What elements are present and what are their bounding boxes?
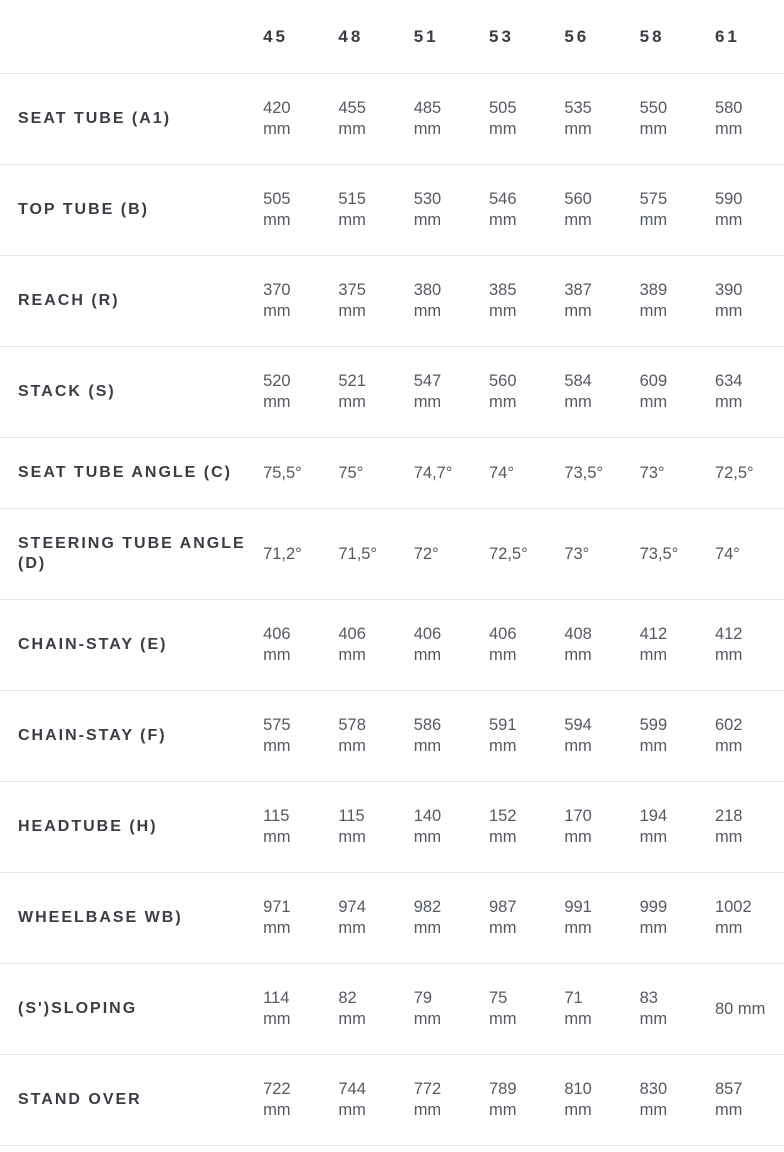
table-cell: 73° <box>564 544 590 563</box>
table-cell: 789 mm <box>489 1080 517 1119</box>
table-cell: 389 mm <box>639 281 668 320</box>
table-row <box>0 509 784 600</box>
table-cell: 505 mm <box>263 190 291 229</box>
table-cell: 515 mm <box>338 190 366 229</box>
table-cell: 114 mm <box>263 989 291 1028</box>
table-cell: 999 mm <box>639 898 668 937</box>
table-cell: 744 mm <box>338 1080 366 1119</box>
table-cell: 546 mm <box>489 190 517 229</box>
table-cell: 140 mm <box>413 807 442 846</box>
table-cell: 74,7° <box>413 463 453 482</box>
row-label: HEADTUBE (H) <box>18 818 158 835</box>
table-cell: 772 mm <box>413 1080 442 1119</box>
table-cell: 218 mm <box>714 807 743 846</box>
size-header-cell: 58 <box>640 0 715 74</box>
table-cell: 575 mm <box>263 716 291 755</box>
table-row <box>0 165 784 256</box>
header-row <box>0 0 784 74</box>
row-label: CHAIN-STAY (F) <box>18 727 167 744</box>
table-cell: 387 mm <box>564 281 592 320</box>
row-label: TOP TUBE (B) <box>18 201 149 218</box>
table-cell: 83 mm <box>639 989 668 1028</box>
size-header-cell: 45 <box>263 0 338 74</box>
table-cell: 406 mm <box>263 625 291 664</box>
table-cell: 602 mm <box>714 716 743 755</box>
table-cell: 79 mm <box>413 989 442 1028</box>
table-cell: 80 mm <box>714 999 766 1018</box>
table-cell: 722 mm <box>263 1080 291 1119</box>
table-cell: 547 mm <box>413 372 442 411</box>
table-cell: 406 mm <box>413 625 442 664</box>
table-cell: 550 mm <box>639 99 668 138</box>
table-cell: 971 mm <box>263 898 291 937</box>
table-cell: 505 mm <box>489 99 517 138</box>
table-cell: 115 mm <box>263 807 291 846</box>
table-cell: 194 mm <box>639 807 668 846</box>
row-label: SEAT TUBE (A1) <box>18 110 172 127</box>
table-cell: 584 mm <box>564 372 592 411</box>
row-label: STEERING TUBE ANGLE (D) <box>18 535 246 572</box>
table-cell: 830 mm <box>639 1080 668 1119</box>
table-cell: 75 mm <box>489 989 517 1028</box>
table-cell: 535 mm <box>564 99 592 138</box>
row-label: STACK (S) <box>18 383 116 400</box>
header-corner <box>0 0 263 74</box>
table-cell: 420 mm <box>263 99 291 138</box>
table-cell: 1002 mm <box>714 898 752 937</box>
table-cell: 73,5° <box>564 463 604 482</box>
table-row <box>0 256 784 347</box>
table-cell: 115 mm <box>338 807 366 846</box>
table-row <box>0 691 784 782</box>
size-header-cell: 61 <box>715 0 784 74</box>
table-cell: 982 mm <box>413 898 442 937</box>
table-cell: 72,5° <box>489 544 528 563</box>
table-row <box>0 438 784 509</box>
table-cell: 578 mm <box>338 716 366 755</box>
table-cell: 560 mm <box>489 372 517 411</box>
table-cell: 594 mm <box>564 716 592 755</box>
row-label: (S')SLOPING <box>18 1000 138 1017</box>
table-cell: 455 mm <box>338 99 366 138</box>
table-cell: 560 mm <box>564 190 592 229</box>
table-cell: 170 mm <box>564 807 592 846</box>
table-cell: 974 mm <box>338 898 366 937</box>
table-cell: 485 mm <box>413 99 442 138</box>
table-cell: 412 mm <box>714 625 743 664</box>
table-cell: 74° <box>489 463 514 482</box>
table-cell: 987 mm <box>489 898 517 937</box>
table-cell: 75° <box>338 463 364 482</box>
table-cell: 408 mm <box>564 625 592 664</box>
table-cell: 390 mm <box>714 281 743 320</box>
size-header-cell: 56 <box>564 0 639 74</box>
row-label: CHAIN-STAY (E) <box>18 636 168 653</box>
measurement-rows <box>0 74 784 1146</box>
table-cell: 575 mm <box>639 190 668 229</box>
row-label: STAND OVER <box>18 1091 142 1108</box>
size-header-cell: 48 <box>338 0 413 74</box>
table-cell: 530 mm <box>413 190 442 229</box>
table-cell: 380 mm <box>413 281 442 320</box>
table-cell: 152 mm <box>489 807 517 846</box>
table-cell: 74° <box>714 544 740 563</box>
row-label: REACH (R) <box>18 292 120 309</box>
table-row <box>0 873 784 964</box>
table-cell: 72,5° <box>714 463 754 482</box>
table-row <box>0 347 784 438</box>
table-cell: 590 mm <box>714 190 743 229</box>
size-header-cell: 51 <box>414 0 489 74</box>
table-row <box>0 600 784 691</box>
table-row <box>0 964 784 1055</box>
table-cell: 75,5° <box>263 463 302 482</box>
table-cell: 406 mm <box>338 625 366 664</box>
table-cell: 406 mm <box>489 625 517 664</box>
size-header <box>0 0 784 74</box>
table-cell: 73,5° <box>639 544 679 563</box>
table-cell: 857 mm <box>714 1080 743 1119</box>
table-row <box>0 1055 784 1146</box>
row-label: SEAT TUBE ANGLE (C) <box>18 464 232 481</box>
table-cell: 71,2° <box>263 544 302 563</box>
table-cell: 520 mm <box>263 372 291 411</box>
table-cell: 521 mm <box>338 372 366 411</box>
table-cell: 591 mm <box>489 716 517 755</box>
table-row <box>0 782 784 873</box>
table-cell: 580 mm <box>714 99 743 138</box>
table-cell: 82 mm <box>338 989 366 1028</box>
table-cell: 810 mm <box>564 1080 592 1119</box>
table-cell: 991 mm <box>564 898 592 937</box>
table-row <box>0 74 784 165</box>
table-cell: 412 mm <box>639 625 668 664</box>
table-cell: 609 mm <box>639 372 668 411</box>
table-cell: 72° <box>413 544 439 563</box>
table-cell: 71 mm <box>564 989 592 1028</box>
table-cell: 370 mm <box>263 281 291 320</box>
table-cell: 385 mm <box>489 281 517 320</box>
row-label: WHEELBASE WB) <box>18 909 183 926</box>
size-header-cell: 53 <box>489 0 564 74</box>
table-cell: 586 mm <box>413 716 442 755</box>
table-cell: 375 mm <box>338 281 366 320</box>
table-cell: 71,5° <box>338 544 378 563</box>
table-cell: 634 mm <box>714 372 743 411</box>
table-cell: 73° <box>639 463 665 482</box>
table-cell: 599 mm <box>639 716 668 755</box>
